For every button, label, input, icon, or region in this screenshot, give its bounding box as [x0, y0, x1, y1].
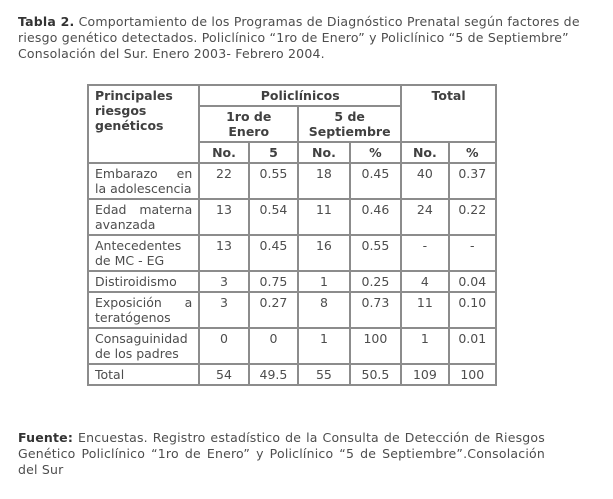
subheader-cell: No.	[199, 142, 248, 163]
cell-value: 100	[449, 364, 496, 385]
cell-value: 0.45	[249, 235, 298, 271]
table-row	[88, 199, 496, 235]
cell-value: 4	[401, 271, 448, 292]
caption-prefix: Tabla 2.	[18, 14, 75, 29]
cell-value: 22	[199, 163, 248, 199]
cell-value: 24	[401, 199, 448, 235]
cell-value: 0.55	[249, 163, 298, 199]
row-label: Antecedentes de MC - EG	[88, 235, 199, 271]
header-pol-5-septiembre: 5 de Septiembre	[298, 106, 401, 142]
table-row	[88, 271, 496, 292]
table-row	[88, 235, 496, 271]
subheader-cell: %	[350, 142, 402, 163]
header-row-1	[88, 85, 496, 106]
table-row	[88, 328, 496, 364]
row-label: Consaguinidad de los padres	[88, 328, 199, 364]
subheader-cell: No.	[401, 142, 448, 163]
cell-value: 55	[298, 364, 350, 385]
cell-value: 0.75	[249, 271, 298, 292]
cell-value: 50.5	[350, 364, 402, 385]
cell-value: 0.27	[249, 292, 298, 328]
cell-value: 13	[199, 199, 248, 235]
cell-value: 0.04	[449, 271, 496, 292]
cell-value: 0.46	[350, 199, 402, 235]
cell-value: 0.10	[449, 292, 496, 328]
cell-value: 1	[401, 328, 448, 364]
cell-value: 40	[401, 163, 448, 199]
source-text: Encuestas. Registro estadístico de la Consulta de Detección de Riesgos Genético Policlínico “1ro de Enero” y Policlínico “5 de Septiembre”.Consolación del Sur	[18, 430, 545, 477]
cell-value: 0.55	[350, 235, 402, 271]
cell-value: 1	[298, 271, 350, 292]
row-label: Embarazo en la adolescencia	[88, 163, 199, 199]
cell-value: 0.22	[449, 199, 496, 235]
cell-value: 54	[199, 364, 248, 385]
table-caption	[18, 14, 588, 62]
cell-value: 0	[199, 328, 248, 364]
subheader-cell: 5	[249, 142, 298, 163]
cell-value: 0	[249, 328, 298, 364]
cell-value: 0.01	[449, 328, 496, 364]
row-label: Total	[88, 364, 199, 385]
cell-value: 100	[350, 328, 402, 364]
table-row	[88, 292, 496, 328]
source-note	[18, 430, 545, 478]
row-label: Distiroidismo	[88, 271, 199, 292]
cell-value: -	[401, 235, 448, 271]
header-risk-factors: Principales riesgos genéticos	[88, 85, 199, 163]
cell-value: 3	[199, 271, 248, 292]
caption-text: Comportamiento de los Programas de Diagnóstico Prenatal según factores de riesgo genético detectados. Policlínico “1ro de Enero” y Policlínico “5 de Septiembre” Consolación del Sur. Enero 2003- Febrero 2004.	[18, 14, 580, 61]
cell-value: 109	[401, 364, 448, 385]
table-row	[88, 163, 496, 199]
cell-value: 3	[199, 292, 248, 328]
cell-value: 8	[298, 292, 350, 328]
cell-value: 16	[298, 235, 350, 271]
header-total: Total	[401, 85, 496, 142]
cell-value: 13	[199, 235, 248, 271]
header-policlinicos: Policlínicos	[199, 85, 401, 106]
row-label: Exposición a teratógenos	[88, 292, 199, 328]
total-row	[88, 364, 496, 385]
cell-value: 11	[401, 292, 448, 328]
cell-value: 49.5	[249, 364, 298, 385]
cell-value: -	[449, 235, 496, 271]
row-label: Edad materna avanzada	[88, 199, 199, 235]
cell-value: 0.25	[350, 271, 402, 292]
subheader-cell: %	[449, 142, 496, 163]
cell-value: 0.73	[350, 292, 402, 328]
cell-value: 0.54	[249, 199, 298, 235]
cell-value: 18	[298, 163, 350, 199]
subheader-cell: No.	[298, 142, 350, 163]
cell-value: 0.37	[449, 163, 496, 199]
risk-table	[87, 84, 497, 386]
cell-value: 1	[298, 328, 350, 364]
header-pol-1ro-enero: 1ro de Enero	[199, 106, 298, 142]
cell-value: 11	[298, 199, 350, 235]
source-prefix: Fuente:	[18, 430, 74, 445]
cell-value: 0.45	[350, 163, 402, 199]
